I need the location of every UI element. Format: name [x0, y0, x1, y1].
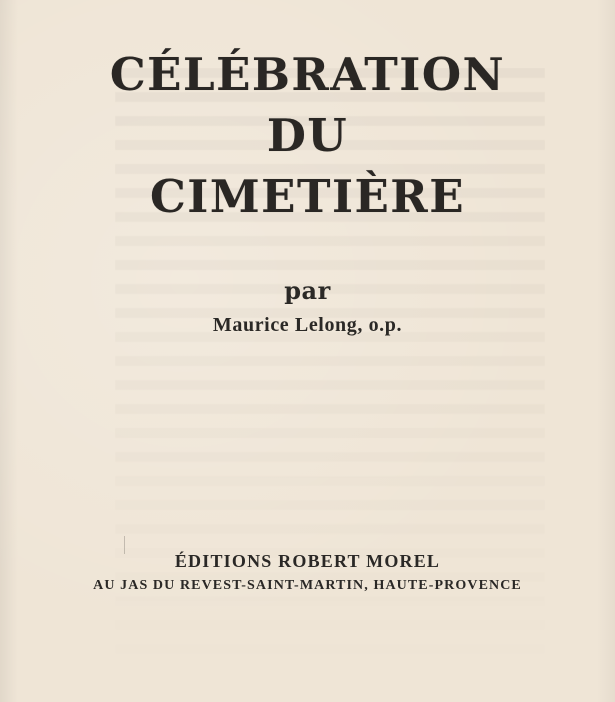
title-line-2: DU — [266, 109, 349, 162]
publisher-block — [0, 548, 615, 596]
title-line-1: CÉLÉBRATION — [109, 48, 506, 101]
byline — [0, 275, 615, 339]
publisher-address: AU JAS DU REVEST-SAINT-MARTIN, HAUTE-PROVENCE — [93, 578, 522, 593]
title-line-3: CIMETIÈRE — [149, 170, 465, 223]
publisher-name: ÉDITIONS ROBERT MOREL — [174, 551, 441, 571]
book-title — [0, 44, 615, 227]
author-name: Maurice Lelong, o.p. — [212, 314, 403, 336]
by-word: par — [284, 276, 331, 305]
